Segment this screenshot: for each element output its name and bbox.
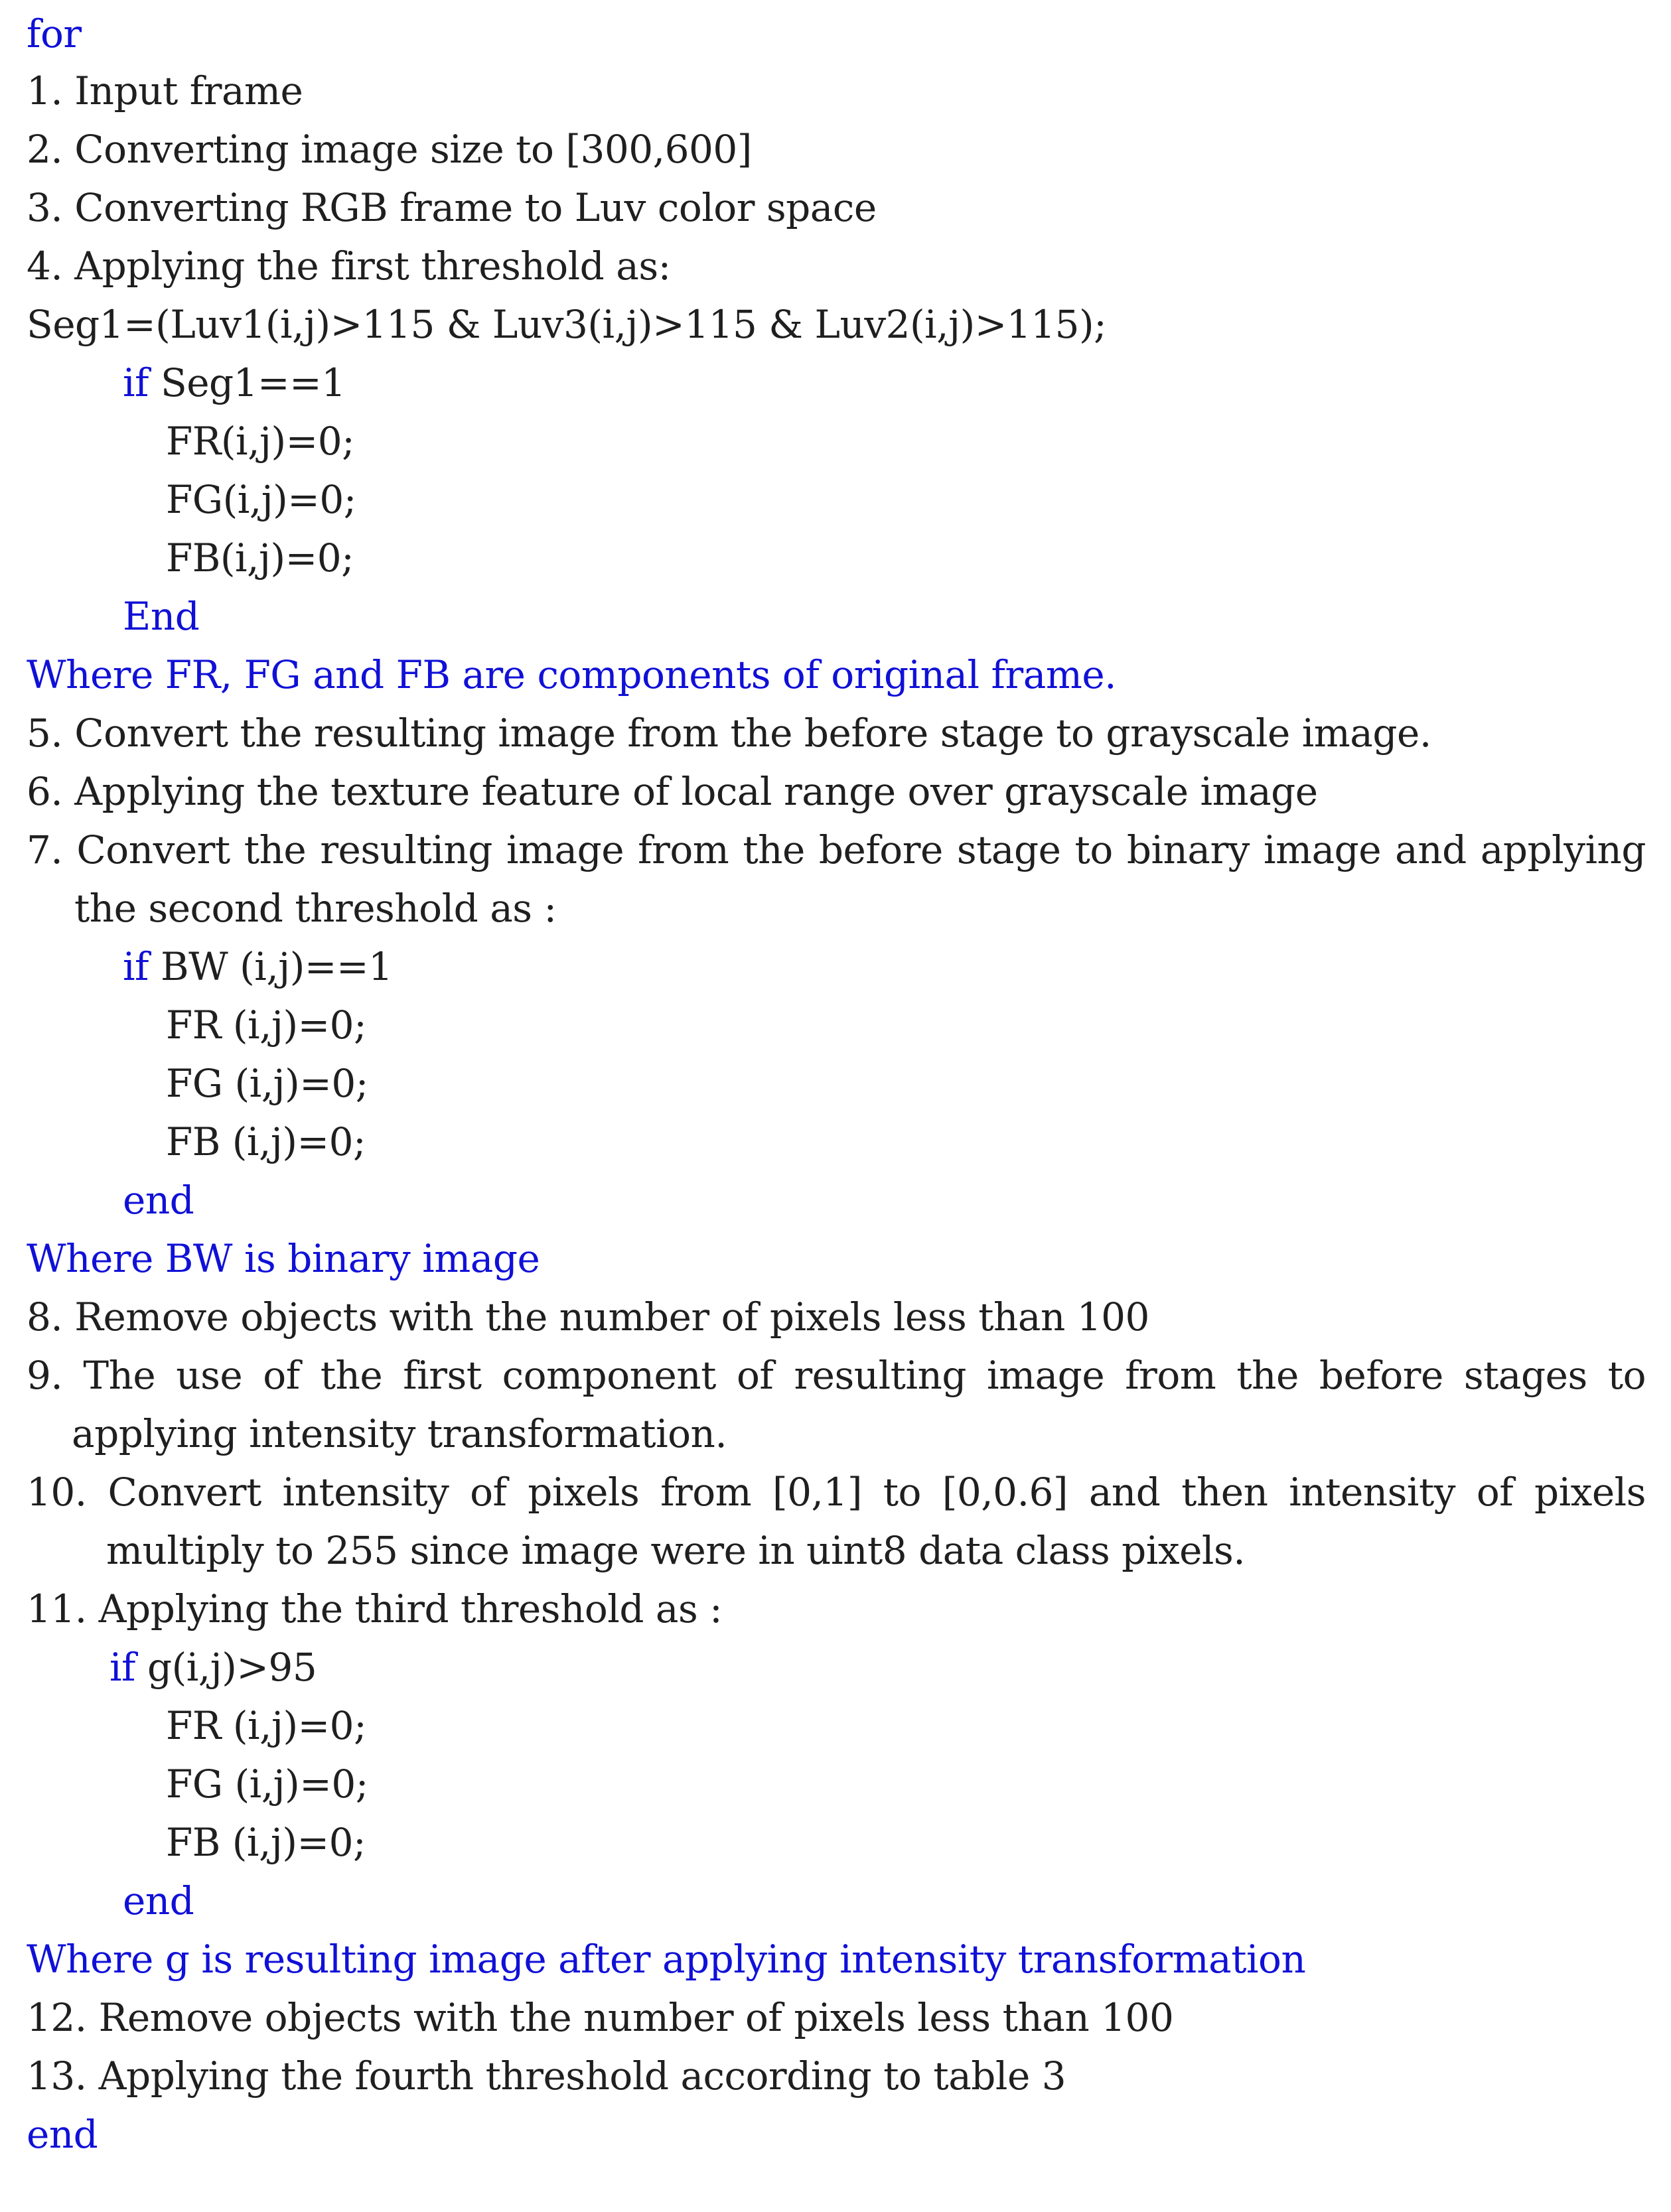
line-end1: End <box>123 594 200 639</box>
line-step1: 1. Input frame <box>27 68 303 113</box>
line-step11: 11. Applying the third threshold as : <box>27 1586 723 1631</box>
line-seg1: Seg1=(Luv1(i,j)>115 & Luv3(i,j)>115 & Luv2(i,j)>115); <box>27 302 1107 347</box>
line-fg1: FG(i,j)=0; <box>166 477 356 522</box>
line-if3 <box>109 1645 317 1690</box>
line-fr1: FR(i,j)=0; <box>166 419 355 464</box>
line-fr2: FR (i,j)=0; <box>166 1002 367 1048</box>
line-step13: 13. Applying the fourth threshold according to table 3 <box>27 2053 1066 2099</box>
line-where1: Where FR, FG and FB are components of original frame. <box>27 652 1117 697</box>
line-step7b: the second threshold as : <box>74 886 557 931</box>
line-end-final: end <box>27 2112 98 2157</box>
line-where3: Where g is resulting image after applying intensity transformation <box>27 1937 1306 1982</box>
line-step5: 5. Convert the resulting image from the before stage to grayscale image. <box>27 711 1431 756</box>
line-step3: 3. Converting RGB frame to Luv color space <box>27 185 877 230</box>
line-step12: 12. Remove objects with the number of pixels less than 100 <box>27 1995 1174 2040</box>
line-if2 <box>123 944 393 989</box>
if-condition: BW (i,j)==1 <box>149 944 393 989</box>
line-fg2: FG (i,j)=0; <box>166 1061 368 1106</box>
if-keyword: if <box>123 360 149 405</box>
line-if1 <box>123 360 346 405</box>
line-step7a: 7. Convert the resulting image from the before stage to binary image and applying <box>27 827 1646 872</box>
line-step2: 2. Converting image size to [300,600] <box>27 127 752 172</box>
line-fb3: FB (i,j)=0; <box>166 1820 366 1865</box>
line-step6: 6. Applying the texture feature of local range over grayscale image <box>27 769 1318 814</box>
line-end2: end <box>123 1178 194 1223</box>
line-step10a: 10. Convert intensity of pixels from [0,1] to [0,0.6] and then intensity of pixels <box>27 1470 1646 1515</box>
if-keyword: if <box>123 944 149 989</box>
line-fr3: FR (i,j)=0; <box>166 1703 367 1748</box>
line-end3: end <box>123 1878 194 1923</box>
line-step8: 8. Remove objects with the number of pixels less than 100 <box>27 1294 1149 1340</box>
line-fb1: FB(i,j)=0; <box>166 535 354 581</box>
line-for: for <box>27 11 82 56</box>
line-fg3: FG (i,j)=0; <box>166 1762 368 1807</box>
if-keyword: if <box>109 1645 136 1690</box>
line-fb2: FB (i,j)=0; <box>166 1119 366 1164</box>
line-where2: Where BW is binary image <box>27 1236 540 1281</box>
line-step9a: 9. The use of the first component of resulting image from the before stages to <box>27 1353 1646 1398</box>
line-step4: 4. Applying the first threshold as: <box>27 243 671 289</box>
line-step9b: applying intensity transformation. <box>72 1411 727 1456</box>
if-condition: Seg1==1 <box>149 360 346 405</box>
line-step10b: multiply to 255 since image were in uint8 data class pixels. <box>106 1528 1246 1573</box>
if-condition: g(i,j)>95 <box>135 1645 317 1690</box>
